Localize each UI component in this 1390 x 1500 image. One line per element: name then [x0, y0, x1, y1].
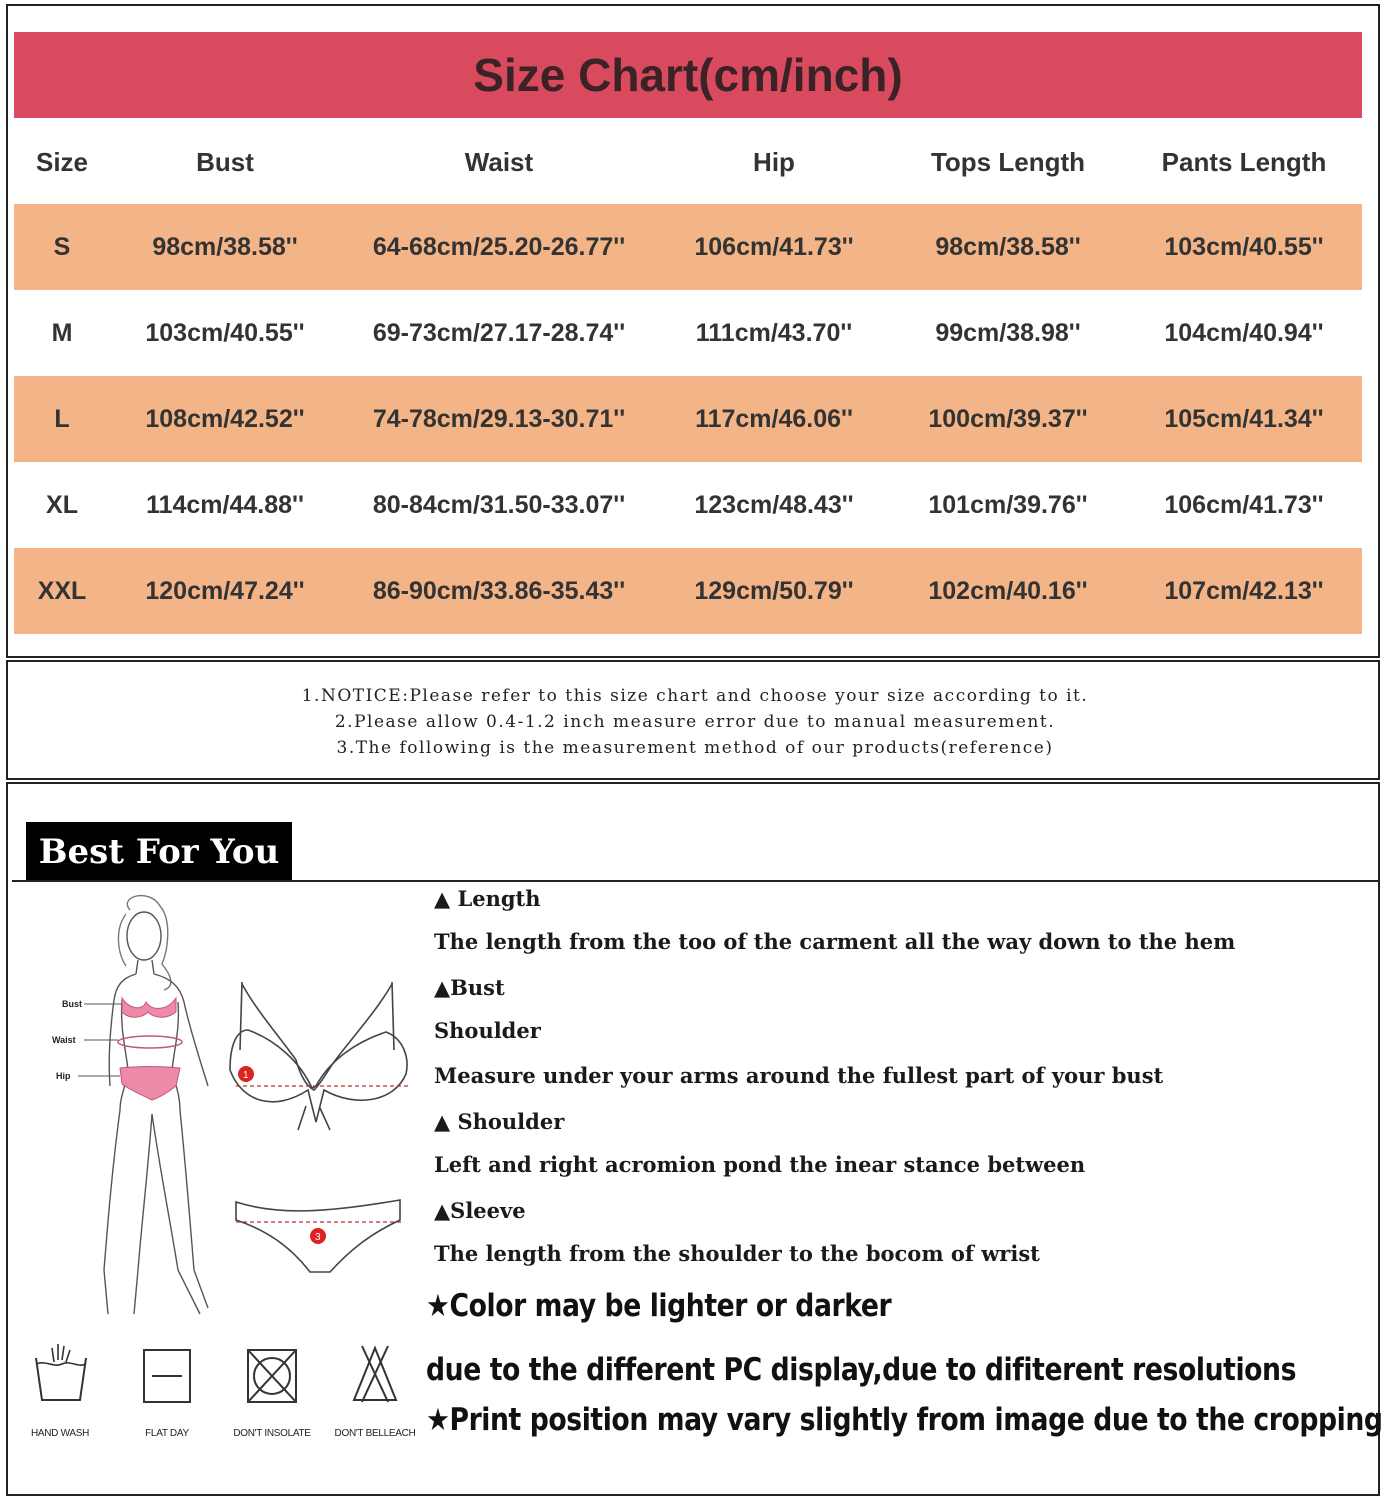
length-heading: ▲ Length	[434, 886, 541, 911]
cell-pants-length: 106cm/41.73''	[1126, 462, 1362, 548]
cell-hip: 111cm/43.70''	[658, 290, 890, 376]
sleeve-description: The length from the shoulder to the bocom of wrist	[434, 1241, 1040, 1266]
shoulder-description: Left and right acromion pond the inear stance between	[434, 1152, 1086, 1177]
sleeve-heading: ▲Sleeve	[434, 1198, 526, 1223]
care-label-dont-insolate: DON'T INSOLATE	[233, 1428, 311, 1439]
cell-size: XL	[14, 462, 110, 548]
bra-marker-label: 1	[243, 1070, 249, 1081]
flat-dry-icon	[142, 1342, 192, 1406]
cell-tops-length: 100cm/39.37''	[890, 376, 1126, 462]
header-size: Size	[35, 146, 89, 177]
cell-pants-length: 105cm/41.34''	[1126, 376, 1362, 462]
bust-description: Measure under your arms around the fullest part of your bust	[434, 1063, 1164, 1088]
cell-tops-length: 98cm/38.58''	[890, 204, 1126, 290]
header-hip: Hip	[753, 146, 795, 177]
bust-heading: ▲Bust	[434, 975, 505, 1000]
hand-wash-icon	[32, 1342, 90, 1406]
bra-illustration-icon	[230, 982, 407, 1130]
label-waist: Waist	[52, 1035, 76, 1045]
notice-line-3: 3.The following is the measurement method of our products(reference)	[336, 738, 1054, 758]
cell-tops-length: 99cm/38.98''	[890, 290, 1126, 376]
cell-hip: 117cm/46.06''	[658, 376, 890, 462]
shoulder-heading: ▲ Shoulder	[434, 1109, 565, 1134]
cell-bust: 108cm/42.52''	[110, 376, 340, 462]
notice-line-1: 1.NOTICE:Please refer to this size chart and choose your size according to it.	[301, 686, 1089, 706]
cell-bust: 98cm/38.58''	[110, 204, 340, 290]
length-description: The length from the too of the carment all the way down to the hem	[434, 929, 1236, 954]
cell-size: XXL	[14, 548, 110, 634]
care-label-dont-bleach: DON'T BELLEACH	[334, 1428, 416, 1439]
heading-divider	[12, 880, 1378, 882]
bikini-top-shape	[122, 998, 176, 1017]
waist-band-shape	[118, 1036, 182, 1048]
bikini-bottom-shape	[120, 1067, 180, 1101]
cell-size: L	[14, 376, 110, 462]
cell-bust: 120cm/47.24''	[110, 548, 340, 634]
cell-waist: 74-78cm/29.13-30.71''	[340, 376, 658, 462]
label-bust: Bust	[62, 999, 82, 1009]
cell-hip: 106cm/41.73''	[658, 204, 890, 290]
table-row	[14, 462, 1362, 548]
cell-pants-length: 107cm/42.13''	[1126, 548, 1362, 634]
table-header-row	[14, 120, 1362, 204]
cell-pants-length: 103cm/40.55''	[1126, 204, 1362, 290]
header-pants-length: Pants Length	[1161, 146, 1327, 177]
best-for-you-heading-text: Best For You	[38, 832, 280, 872]
table-row	[14, 204, 1362, 290]
care-label-hand-wash: HAND WASH	[30, 1428, 90, 1439]
header-waist: Waist	[464, 146, 534, 177]
cell-pants-length: 104cm/40.94''	[1126, 290, 1362, 376]
table-row	[14, 548, 1362, 634]
dont-bleach-icon	[350, 1342, 400, 1406]
size-chart-title: Size Chart(cm/inch)	[473, 49, 903, 101]
woman-figure-icon	[104, 896, 208, 1314]
cell-waist: 80-84cm/31.50-33.07''	[340, 462, 658, 548]
display-disclaimer: due to the different PC display,due to difiterent resolutions	[426, 1352, 1297, 1388]
cell-bust: 103cm/40.55''	[110, 290, 340, 376]
notice-line-2: 2.Please allow 0.4-1.2 inch measure error due to manual measurement.	[334, 712, 1056, 732]
cell-waist: 64-68cm/25.20-26.77''	[340, 204, 658, 290]
size-chart-title-bar	[14, 32, 1362, 118]
cell-size: S	[14, 204, 110, 290]
brief-marker-label: 3	[315, 1232, 321, 1243]
shoulder-label: Shoulder	[434, 1018, 541, 1043]
table-row	[14, 290, 1362, 376]
cell-tops-length: 102cm/40.16''	[890, 548, 1126, 634]
table-row	[14, 376, 1362, 462]
cell-waist: 86-90cm/33.86-35.43''	[340, 548, 658, 634]
cell-hip: 123cm/48.43''	[658, 462, 890, 548]
label-hip: Hip	[56, 1071, 71, 1081]
care-label-flat-dry: FLAT DAY	[145, 1428, 189, 1439]
cell-bust: 114cm/44.88''	[110, 462, 340, 548]
color-disclaimer: ★Color may be lighter or darker	[426, 1288, 892, 1324]
size-table	[14, 120, 1362, 634]
best-for-you-heading	[26, 822, 292, 882]
cell-tops-length: 101cm/39.76''	[890, 462, 1126, 548]
cell-size: M	[14, 290, 110, 376]
measurement-figure	[30, 890, 410, 1330]
header-bust: Bust	[196, 146, 254, 177]
print-disclaimer: ★Print position may vary slightly from image due to the cropping	[426, 1402, 1383, 1438]
header-tops-length: Tops Length	[930, 146, 1086, 177]
cell-hip: 129cm/50.79''	[658, 548, 890, 634]
dont-insolate-icon	[244, 1342, 300, 1406]
cell-waist: 69-73cm/27.17-28.74''	[340, 290, 658, 376]
